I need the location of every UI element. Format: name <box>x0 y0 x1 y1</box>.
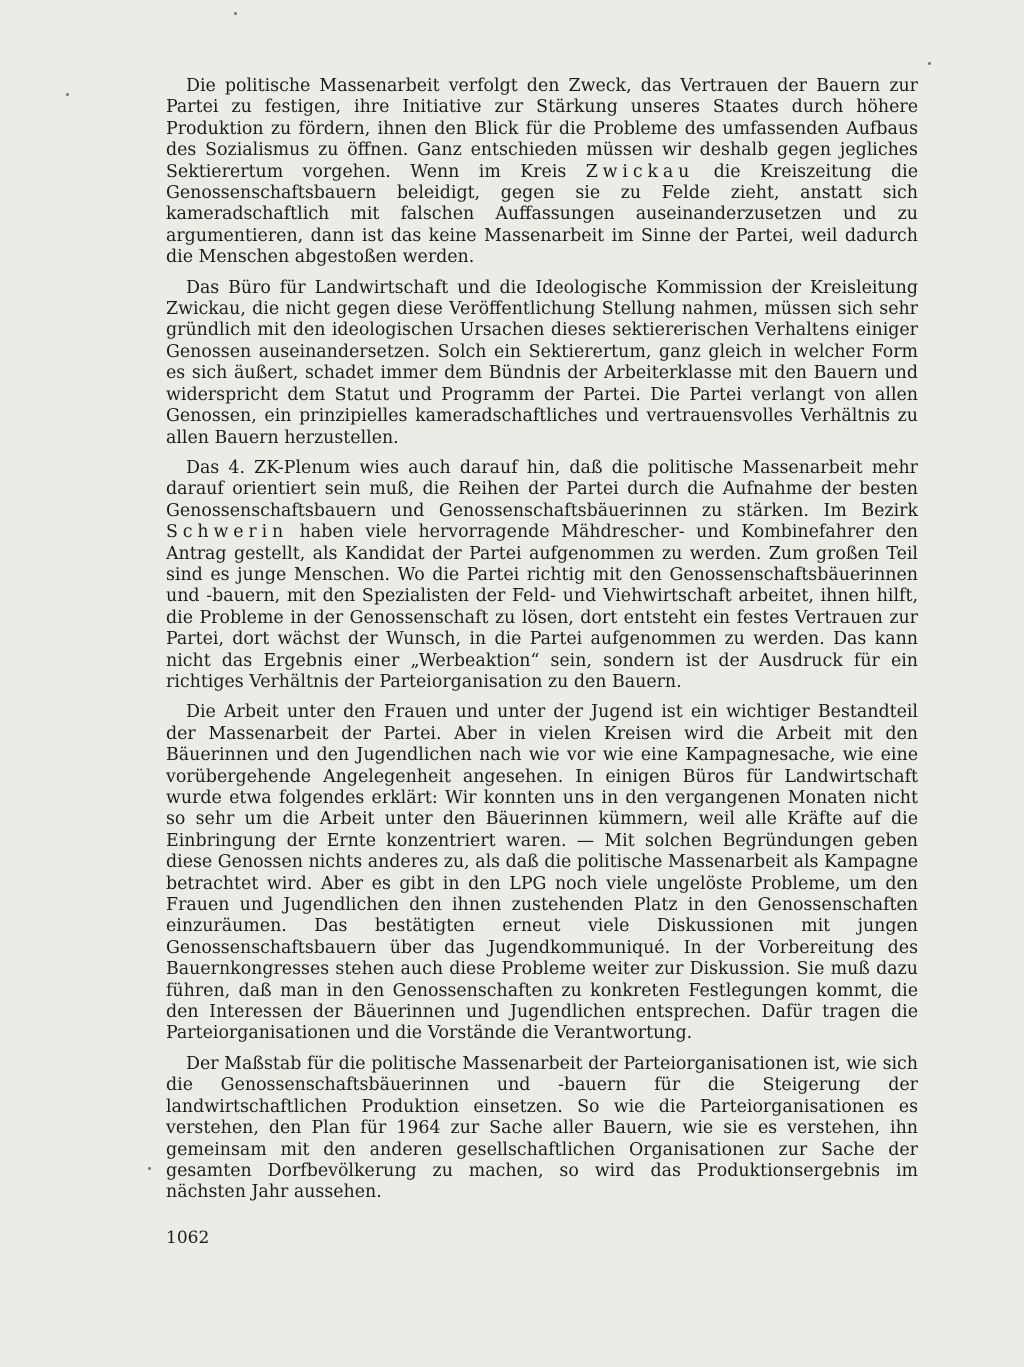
document-body <box>166 76 918 1213</box>
page-number: 1062 <box>166 1228 210 1248</box>
paragraph-5-text: Der Maßstab für die politische Massenarbeit der Parteiorganisationen ist, wie sich die Genossenschaftsbäuerinnen und -bauern für die Steigerung der landwirtschaftlichen Produktion einsetzen. So wie die Parteiorganisationen es verstehen, den Plan für 1964 zur Sache aller Bauern, wie sie es verstehen, ihn gemeinsam mit den anderen gesellschaftlichen Organisationen zur Sache der gesamten Dorfbevölkerung zu machen, so wird das Produktionsergebnis im nächsten Jahr aussehen. <box>166 1053 918 1203</box>
paragraph-2-text: Das Büro für Landwirtschaft und die Ideologische Kommission der Kreisleitung Zwickau, die nicht gegen diese Veröffentlichung Stellung nahmen, müssen sich sehr gründlich mit den ideologischen Ursachen dieses sektiererischen Verhaltens einiger Genossen auseinandersetzen. Solch ein Sektierertum, ganz gleich in welcher Form es sich äußert, schadet immer dem Bündnis der Arbeiterklasse mit den Bauern und widerspricht dem Statut und Programm der Partei. Die Partei verlangt von allen Genossen, ein prinzipielles kameradschaftliches und vertrauensvolles Verhältnis zu allen Bauern herzustellen. <box>166 277 918 448</box>
paragraph-1 <box>166 76 918 269</box>
scan-speck <box>928 62 931 65</box>
paragraph-4 <box>166 702 918 1045</box>
scan-speck <box>234 12 237 15</box>
paragraph-2 <box>166 278 918 449</box>
place-name-schwerin: Schwerin <box>166 522 289 543</box>
paragraph-3-text: Das 4. ZK-Plenum wies auch darauf hin, daß die politische Massenarbeit mehr darauf orientiert sein muß, die Reihen der Partei durch die Aufnahme der besten Genossenschaftsbauern und Genossenschaftsbäuerinnen zu stärken. Im Bezirk <box>166 457 918 521</box>
scan-speck <box>66 93 69 96</box>
paragraph-3-text-end: haben viele hervorragende Mähdrescher- und Kombinefahrer den Antrag gestellt, als Kandidat der Partei aufgenommen zu werden. Zum großen Teil sind es junge Menschen. Wo die Partei richtig mit den Genossenschaftsbäuerinnen und -bauern, mit den Spezialisten der Feld- und Viehwirtschaft arbeitet, ihnen hilft, die Probleme in der Genossenschaft zu lösen, dort entsteht ein festes Vertrauen zur Partei, dort wächst der Wunsch, in die Partei aufgenommen zu werden. Das kann nicht das Ergebnis einer „Werbeaktion“ sein, sondern ist der Ausdruck für ein richtiges Verhältnis der Parteiorganisation zu den Bauern. <box>166 522 918 692</box>
place-name-zwickau: Zwickau <box>585 161 695 182</box>
paragraph-3 <box>166 458 918 693</box>
paragraph-1-text: Die politische Massenarbeit verfolgt den Zweck, das Vertrauen der Bauern zur Partei zu festigen, ihre Initiative zur Stärkung unseres Staates durch höhere Produktion zu fördern, ihnen den Blick für die Probleme des umfassenden Aufbaus des Sozialismus zu öffnen. Ganz entschieden müssen wir deshalb gegen jegliches Sektierertum vorgehen. Wenn im Kreis <box>166 76 918 182</box>
paragraph-5 <box>166 1054 918 1204</box>
paragraph-1-text-end: die Kreiszeitung die Genossenschaftsbauern beleidigt, gegen sie zu Felde zieht, anstatt sich kameradschaftlich mit falschen Auffassungen auseinanderzusetzen und zu argumentieren, dann ist das keine Massenarbeit im Sinne der Partei, weil dadurch die Menschen abgestoßen werden. <box>166 161 918 268</box>
scan-speck <box>148 1167 151 1170</box>
paragraph-4-text: Die Arbeit unter den Frauen und unter der Jugend ist ein wichtiger Bestandteil der Massenarbeit der Partei. Aber in vielen Kreisen wird die Arbeit mit den Bäuerinnen und den Jugendlichen nach wie vor wie eine Kampagnesache, wie eine vorübergehende Angelegenheit angesehen. In einigen Büros für Landwirtschaft wurde etwa folgendes erklärt: Wir konnten uns in den vergangenen Monaten nicht so sehr um die Arbeit unter den Bäuerinnen kümmern, weil alle Kräfte auf die Einbringung der Ernte konzentriert waren. — Mit solchen Begründungen geben diese Genossen nichts anderes zu, als daß die politische Massenarbeit als Kampagne betrachtet wird. Aber es gibt in den LPG noch viele ungelöste Probleme, um den Frauen und Jugendlichen den ihnen zustehenden Platz in den Genossenschaften einzuräumen. Das bestätigten erneut viele Diskussionen mit jungen Genossenschaftsbauern über das Jugendkommuniqué. In der Vorbereitung des Bauernkongresses stehen auch diese Probleme weiter zur Diskussion. Sie muß dazu führen, daß man in den Genossenschaften zu konkreten Festlegungen kommt, die den Interessen der Bäuerinnen und Jugendlichen entsprechen. Dafür tragen die Parteiorganisationen und die Vorstände die Verantwortung. <box>166 702 918 1044</box>
